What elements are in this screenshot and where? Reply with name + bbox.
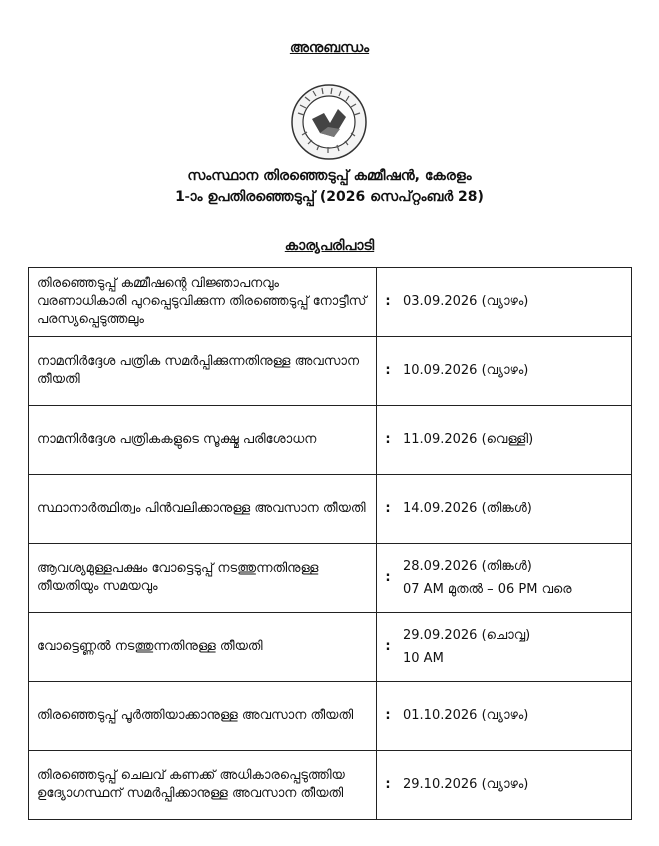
separator-cell: : [377,406,400,475]
date-cell [399,751,632,820]
table-row [29,475,632,544]
table-row [29,682,632,751]
date-cell [399,406,632,475]
date-text: 29.09.2026 (ചൊവ്വ) [403,627,531,643]
date-text: 01.10.2026 (വ്യാഴം) [403,708,529,723]
event-cell: തിരഞ്ഞെടുപ്പ് ചെലവ് കണക്ക് അധികാരപ്പെടുത്തിയ ഉദ്യോഗസ്ഥന് സമർപ്പിക്കാനുള്ള അവസാന തീയതി [29,751,377,820]
date-text: 11.09.2026 (വെള്ളി) [403,432,534,447]
table-row [29,751,632,820]
event-cell: തിരഞ്ഞെടുപ്പ് പൂർത്തിയാക്കാനുള്ള അവസാന തീയതി [29,682,377,751]
event-cell: നാമനിർദ്ദേശ പത്രിക സമർപ്പിക്കുന്നതിനുള്ള അവസാന തീയതി [29,337,377,406]
date-text: 28.09.2026 (തിങ്കൾ) [403,558,532,574]
event-cell: നാമനിർദ്ദേശ പത്രികകളുടെ സൂക്ഷ്മ പരിശോധന [29,406,377,475]
event-cell: ആവശ്യമുള്ളപക്ഷം വോട്ടെടുപ്പ് നടത്തുന്നതിനുള്ള തീയതിയും സമയവും [29,544,377,613]
separator-cell: : [377,475,400,544]
event-cell: സ്ഥാനാർത്ഥിത്വം പിൻവലിക്കാനുള്ള അവസാന തീയതി [29,475,377,544]
table-row [29,268,632,337]
separator-cell: : [377,682,400,751]
separator-cell: : [377,751,400,820]
separator-cell: : [377,337,400,406]
table-row [29,406,632,475]
date-text: 03.09.2026 (വ്യാഴം) [403,294,529,309]
table-row [29,613,632,682]
election-heading: 1-ാം ഉപതിരഞ്ഞെടുപ്പ് (2026 സെപ്റ്റംബർ 28) [175,189,484,205]
separator-cell: : [377,544,400,613]
time-text: 07 AM മുതൽ – 06 PM വരെ [403,581,572,597]
time-text: 10 AM [403,650,444,666]
table-row [29,337,632,406]
date-cell [399,544,632,613]
date-text: 14.09.2026 (തിങ്കൾ) [403,501,532,516]
section-title: കാര്യപരിപാടി [284,238,375,254]
date-cell [399,682,632,751]
table-row [29,544,632,613]
state-election-commission-seal-icon [290,83,368,161]
date-text: 29.10.2026 (വ്യാഴം) [403,777,529,792]
date-cell [399,268,632,337]
event-cell: വോട്ടെണ്ണൽ നടത്തുന്നതിനുള്ള തീയതി [29,613,377,682]
separator-cell: : [377,268,400,337]
date-cell [399,337,632,406]
annex-title: അനുബന്ധം [289,40,370,56]
date-cell [399,475,632,544]
event-cell: തിരഞ്ഞെടുപ്പ് കമ്മീഷന്റെ വിജ്ഞാപനവും വരണാധികാരി പുറപ്പെടുവിക്കുന്ന തിരഞ്ഞെടുപ്പ് നോട്ടീസ് പരസ്യപ്പെടുത്തലും [29,268,377,337]
separator-cell: : [377,613,400,682]
election-schedule-table [28,267,632,820]
commission-heading: സംസ്ഥാന തിരഞ്ഞെടുപ്പ് കമ്മീഷൻ, കേരളം [187,168,472,184]
date-cell [399,613,632,682]
date-text: 10.09.2026 (വ്യാഴം) [403,363,529,378]
